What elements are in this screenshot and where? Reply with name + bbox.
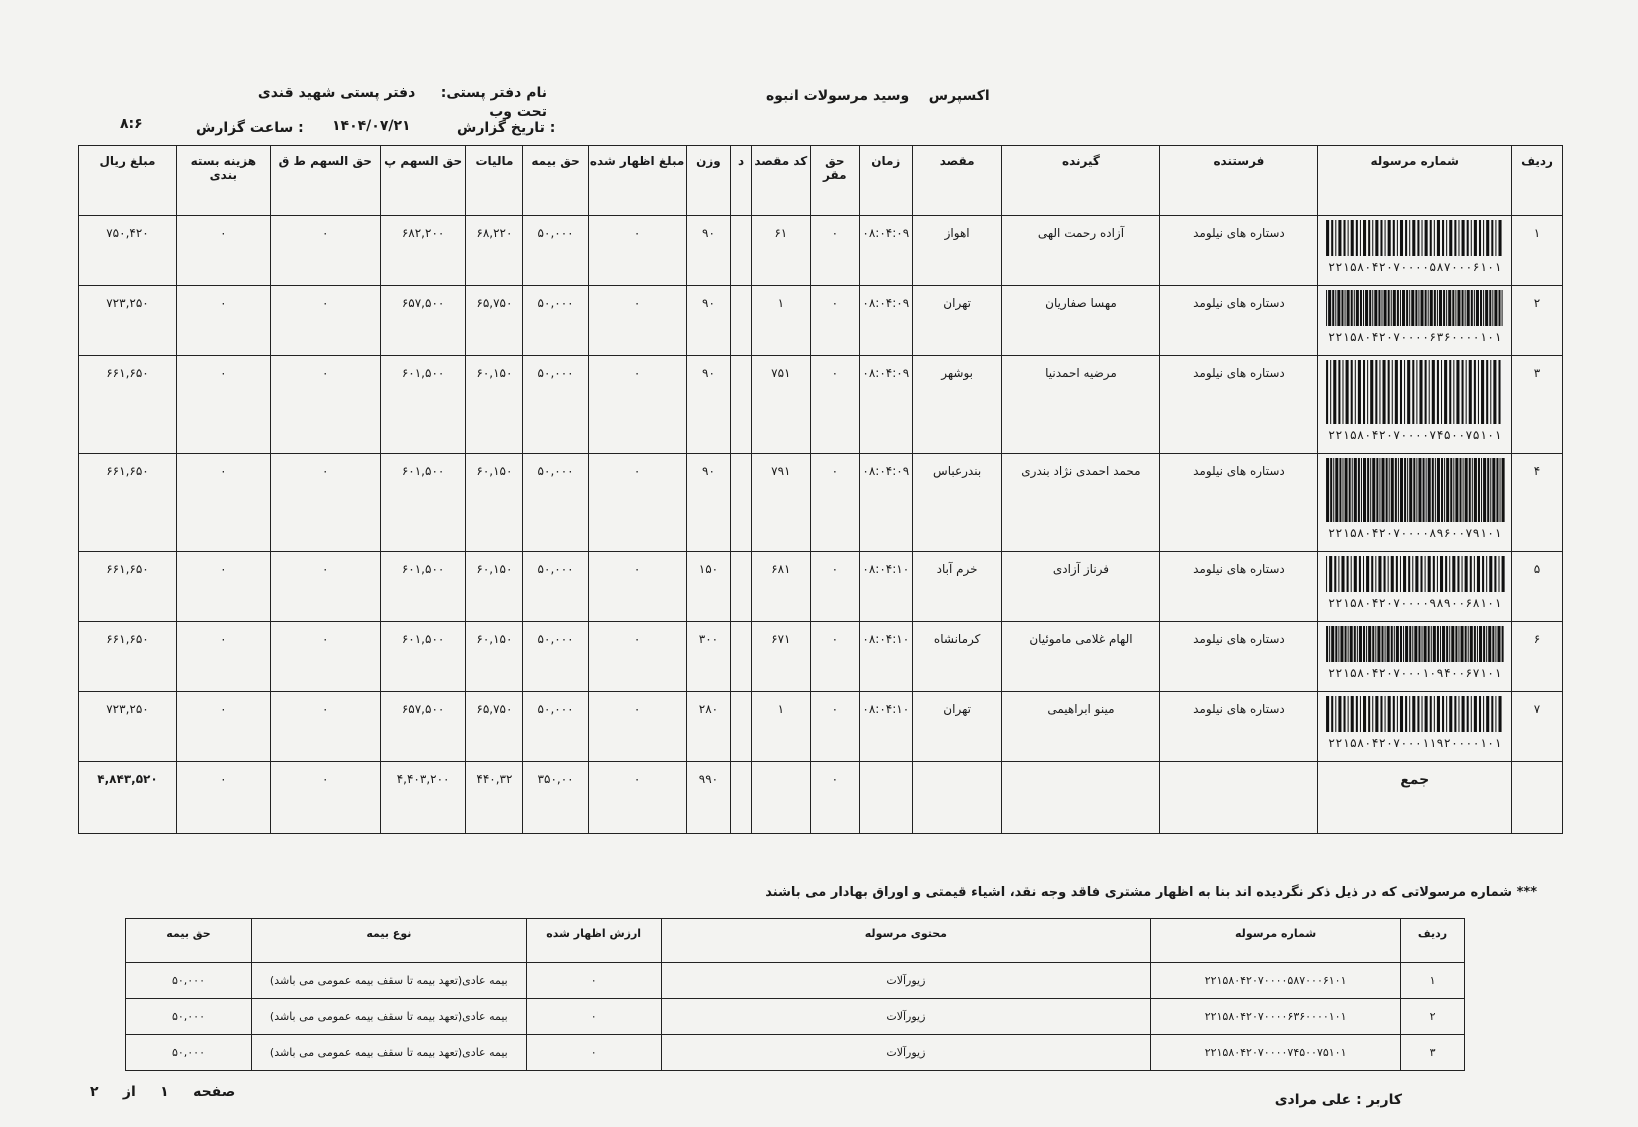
items-tracking: ۲۲۱۵۸۰۴۲۰۷۰۰۰۰۵۸۷۰۰۰۶۱۰۱ xyxy=(1151,963,1401,999)
d-cell xyxy=(731,286,751,356)
report-date: ۱۴۰۴/۰۷/۲۱ xyxy=(332,118,411,134)
receiver-cell: الهام غلامی ماموئیان xyxy=(1002,622,1160,692)
row-number: ۱ xyxy=(1512,216,1563,286)
shipments-table xyxy=(78,145,1563,834)
page-total: ۲ xyxy=(90,1084,99,1100)
barcode-image xyxy=(1324,360,1505,424)
destination-cell: تهران xyxy=(912,692,1002,762)
sum-insurance-fee: ۳۵۰,۰۰ xyxy=(523,762,588,834)
table-row xyxy=(79,216,1563,286)
share-p-cell: ۶۵۷,۵۰۰ xyxy=(380,692,466,762)
tracking-number: ۲۲۱۵۸۰۴۲۰۷۰۰۰۰۶۳۶۰۰۰۰۱۰۱ xyxy=(1328,330,1502,344)
amount-rial-cell: ۷۲۳,۲۵۰ xyxy=(79,286,177,356)
barcode-image xyxy=(1324,626,1505,662)
share-p-cell: ۶۰۱,۵۰۰ xyxy=(380,356,466,454)
items-row xyxy=(126,1035,1465,1071)
items-col-tracking: شماره مرسوله xyxy=(1151,919,1401,963)
sum-share-tq: ۰ xyxy=(270,762,380,834)
items-tracking: ۲۲۱۵۸۰۴۲۰۷۰۰۰۰۷۴۵۰۰۷۵۱۰۱ xyxy=(1151,1035,1401,1071)
sum-declared-amount: ۰ xyxy=(588,762,686,834)
amount-rial-cell: ۷۵۰,۴۲۰ xyxy=(79,216,177,286)
col-insurance-fee: حق بیمه xyxy=(523,146,588,216)
sum-dest-code xyxy=(751,762,810,834)
tracking-cell xyxy=(1318,216,1512,286)
col-d: د xyxy=(731,146,751,216)
table-row xyxy=(79,692,1563,762)
packaging-cell: ۰ xyxy=(176,622,270,692)
packaging-cell: ۰ xyxy=(176,454,270,552)
barcode-image xyxy=(1324,290,1505,326)
time-cell: ۰۸:۰۴:۰۹ xyxy=(859,356,912,454)
sum-row xyxy=(79,762,1563,834)
d-cell xyxy=(731,552,751,622)
dest-code-cell: ۱ xyxy=(751,692,810,762)
haq-magar-cell: ۰ xyxy=(810,286,859,356)
sender-cell: دستاره های نیلومد xyxy=(1160,552,1318,622)
tracking-number: ۲۲۱۵۸۰۴۲۰۷۰۰۰۱۱۹۲۰۰۰۰۱۰۱ xyxy=(1328,736,1502,750)
of-label: از xyxy=(122,1084,136,1100)
items-insurance-fee: ۵۰,۰۰۰ xyxy=(126,1035,252,1071)
haq-magar-cell: ۰ xyxy=(810,622,859,692)
tracking-cell xyxy=(1318,286,1512,356)
share-p-cell: ۶۸۲,۲۰۰ xyxy=(380,216,466,286)
row-number: ۲ xyxy=(1512,286,1563,356)
declared-amount-cell: ۰ xyxy=(588,622,686,692)
header-row xyxy=(79,146,1563,216)
time-cell: ۰۸:۰۴:۰۹ xyxy=(859,454,912,552)
sum-receiver xyxy=(1002,762,1160,834)
valuables-note: *** شماره مرسولاتی که در ذیل ذکر نگردیده اند بنا به اظهار مشتری فاقد وجه نقد، اشیاء قیمتی و اوراق بهادار می باشند xyxy=(765,885,1537,900)
haq-magar-cell: ۰ xyxy=(810,216,859,286)
weight-cell: ۱۵۰ xyxy=(686,552,731,622)
items-content: زیورآلات xyxy=(661,999,1151,1035)
tracking-cell xyxy=(1318,622,1512,692)
col-receiver: گیرنده xyxy=(1002,146,1160,216)
time-cell: ۰۸:۰۴:۱۰ xyxy=(859,622,912,692)
declared-amount-cell: ۰ xyxy=(588,356,686,454)
sum-packaging: ۰ xyxy=(176,762,270,834)
row-number: ۵ xyxy=(1512,552,1563,622)
amount-rial-cell: ۶۶۱,۶۵۰ xyxy=(79,622,177,692)
col-weight: وزن xyxy=(686,146,731,216)
destination-cell: خرم آباد xyxy=(912,552,1002,622)
share-p-cell: ۶۰۱,۵۰۰ xyxy=(380,622,466,692)
items-content: زیورآلات xyxy=(661,963,1151,999)
dest-code-cell: ۱ xyxy=(751,286,810,356)
row-number: ۳ xyxy=(1512,356,1563,454)
sender-cell: دستاره های نیلومد xyxy=(1160,692,1318,762)
sum-tax: ۴۴۰,۳۲ xyxy=(466,762,523,834)
sum-d xyxy=(731,762,751,834)
destination-cell: کرمانشاه xyxy=(912,622,1002,692)
insurance-fee-cell: ۵۰,۰۰۰ xyxy=(523,692,588,762)
receiver-cell: مهسا صفاریان xyxy=(1002,286,1160,356)
office-line xyxy=(252,82,547,120)
barcode-image xyxy=(1324,458,1505,522)
tracking-cell xyxy=(1318,692,1512,762)
table-row xyxy=(79,454,1563,552)
tax-cell: ۶۵,۷۵۰ xyxy=(466,692,523,762)
user-name: علی مرادی xyxy=(1274,1092,1352,1108)
share-tq-cell: ۰ xyxy=(270,216,380,286)
items-declared-value: ۰ xyxy=(526,1035,661,1071)
declared-amount-cell: ۰ xyxy=(588,286,686,356)
tracking-number: ۲۲۱۵۸۰۴۲۰۷۰۰۰۱۰۹۴۰۰۶۷۱۰۱ xyxy=(1328,666,1502,680)
share-tq-cell: ۰ xyxy=(270,692,380,762)
receiver-cell: محمد احمدی نژاد بندری xyxy=(1002,454,1160,552)
amount-rial-cell: ۷۲۳,۲۵۰ xyxy=(79,692,177,762)
user-label: کاربر : xyxy=(1356,1092,1402,1108)
packaging-cell: ۰ xyxy=(176,216,270,286)
weight-cell: ۹۰ xyxy=(686,216,731,286)
declared-items-table xyxy=(125,918,1465,1071)
report-title xyxy=(766,88,990,104)
receiver-cell: آزاده رحمت الهی xyxy=(1002,216,1160,286)
row-number: ۴ xyxy=(1512,454,1563,552)
report-time: ۸:۶ xyxy=(120,116,143,132)
share-tq-cell: ۰ xyxy=(270,622,380,692)
sum-time xyxy=(859,762,912,834)
destination-cell: بندرعباس xyxy=(912,454,1002,552)
tracking-cell xyxy=(1318,454,1512,552)
packaging-cell: ۰ xyxy=(176,286,270,356)
user-line xyxy=(1275,1092,1402,1108)
insurance-fee-cell: ۵۰,۰۰۰ xyxy=(523,286,588,356)
share-tq-cell: ۰ xyxy=(270,552,380,622)
items-row xyxy=(126,999,1465,1035)
haq-magar-cell: ۰ xyxy=(810,454,859,552)
items-row-number: ۳ xyxy=(1401,1035,1465,1071)
report-date-label: تاریخ گزارش : xyxy=(457,120,556,136)
insurance-fee-cell: ۵۰,۰۰۰ xyxy=(523,356,588,454)
weight-cell: ۲۸۰ xyxy=(686,692,731,762)
col-share-p: حق السهم پ xyxy=(380,146,466,216)
share-p-cell: ۶۵۷,۵۰۰ xyxy=(380,286,466,356)
barcode-image xyxy=(1324,696,1505,732)
d-cell xyxy=(731,622,751,692)
dest-code-cell: ۶۷۱ xyxy=(751,622,810,692)
share-p-cell: ۶۰۱,۵۰۰ xyxy=(380,454,466,552)
destination-cell: بوشهر xyxy=(912,356,1002,454)
col-declared-amount: مبلغ اظهار شده xyxy=(588,146,686,216)
sum-label: جمع xyxy=(1318,762,1512,834)
tracking-number: ۲۲۱۵۸۰۴۲۰۷۰۰۰۰۸۹۶۰۰۷۹۱۰۱ xyxy=(1328,526,1502,540)
tax-cell: ۶۰,۱۵۰ xyxy=(466,454,523,552)
packaging-cell: ۰ xyxy=(176,552,270,622)
items-col-row: ردیف xyxy=(1401,919,1465,963)
row-number: ۶ xyxy=(1512,622,1563,692)
items-row-number: ۱ xyxy=(1401,963,1465,999)
title-text: وسید مرسولات انبوه xyxy=(766,88,910,104)
barcode-image xyxy=(1324,220,1505,256)
col-tax: مالیات xyxy=(466,146,523,216)
d-cell xyxy=(731,356,751,454)
office-label: نام دفتر پستی: xyxy=(440,85,547,101)
receiver-cell: فرناز آزادی xyxy=(1002,552,1160,622)
dest-code-cell: ۷۵۱ xyxy=(751,356,810,454)
sum-haq-magar: ۰ xyxy=(810,762,859,834)
items-insurance-fee: ۵۰,۰۰۰ xyxy=(126,999,252,1035)
packaging-cell: ۰ xyxy=(176,356,270,454)
tracking-cell xyxy=(1318,356,1512,454)
amount-rial-cell: ۶۶۱,۶۵۰ xyxy=(79,454,177,552)
d-cell xyxy=(731,454,751,552)
page-label: صفحه xyxy=(193,1084,236,1100)
tracking-number: ۲۲۱۵۸۰۴۲۰۷۰۰۰۰۵۸۷۰۰۰۶۱۰۱ xyxy=(1328,260,1502,274)
receiver-cell: مرضیه احمدنیا xyxy=(1002,356,1160,454)
share-tq-cell: ۰ xyxy=(270,286,380,356)
page-indicator xyxy=(90,1084,235,1100)
sender-cell: دستاره های نیلومد xyxy=(1160,356,1318,454)
items-insurance-type: بیمه عادی(تعهد بیمه تا سقف بیمه عمومی می باشد) xyxy=(251,999,526,1035)
col-tracking: شماره مرسوله xyxy=(1318,146,1512,216)
weight-cell: ۹۰ xyxy=(686,286,731,356)
items-col-content: محتوی مرسوله xyxy=(661,919,1151,963)
items-col-insurance-type: نوع بیمه xyxy=(251,919,526,963)
insurance-fee-cell: ۵۰,۰۰۰ xyxy=(523,454,588,552)
items-insurance-fee: ۵۰,۰۰۰ xyxy=(126,963,252,999)
items-col-declared-value: ارزش اظهار شده xyxy=(526,919,661,963)
col-dest-code: کد مقصد xyxy=(751,146,810,216)
weight-cell: ۹۰ xyxy=(686,454,731,552)
table-row xyxy=(79,286,1563,356)
declared-amount-cell: ۰ xyxy=(588,552,686,622)
sum-weight: ۹۹۰ xyxy=(686,762,731,834)
tax-cell: ۶۰,۱۵۰ xyxy=(466,356,523,454)
d-cell xyxy=(731,692,751,762)
items-declared-value: ۰ xyxy=(526,963,661,999)
items-tracking: ۲۲۱۵۸۰۴۲۰۷۰۰۰۰۶۳۶۰۰۰۰۱۰۱ xyxy=(1151,999,1401,1035)
col-haq-magar: حق مقر xyxy=(810,146,859,216)
tracking-cell xyxy=(1318,552,1512,622)
sender-cell: دستاره های نیلومد xyxy=(1160,454,1318,552)
col-destination: مقصد xyxy=(912,146,1002,216)
tracking-number: ۲۲۱۵۸۰۴۲۰۷۰۰۰۰۷۴۵۰۰۷۵۱۰۱ xyxy=(1328,428,1502,442)
sender-cell: دستاره های نیلومد xyxy=(1160,286,1318,356)
time-cell: ۰۸:۰۴:۱۰ xyxy=(859,692,912,762)
col-amount-rial: مبلغ ریال xyxy=(79,146,177,216)
insurance-fee-cell: ۵۰,۰۰۰ xyxy=(523,216,588,286)
time-cell: ۰۸:۰۴:۰۹ xyxy=(859,286,912,356)
office-name: دفتر پستی شهید قندی تحت وب xyxy=(257,85,547,120)
tax-cell: ۶۰,۱۵۰ xyxy=(466,622,523,692)
sender-cell: دستاره های نیلومد xyxy=(1160,216,1318,286)
sum-amount-rial: ۴,۸۴۳,۵۲۰ xyxy=(79,762,177,834)
weight-cell: ۹۰ xyxy=(686,356,731,454)
haq-magar-cell: ۰ xyxy=(810,692,859,762)
page-number: ۱ xyxy=(160,1084,169,1100)
destination-cell: اهواز xyxy=(912,216,1002,286)
report-time-label: ساعت گزارش : xyxy=(196,120,304,136)
items-header-row xyxy=(126,919,1465,963)
col-time: زمان xyxy=(859,146,912,216)
amount-rial-cell: ۶۶۱,۶۵۰ xyxy=(79,356,177,454)
col-share-tq: حق السهم ط ق xyxy=(270,146,380,216)
tax-cell: ۶۵,۷۵۰ xyxy=(466,286,523,356)
haq-magar-cell: ۰ xyxy=(810,356,859,454)
table-row xyxy=(79,356,1563,454)
declared-amount-cell: ۰ xyxy=(588,692,686,762)
weight-cell: ۳۰۰ xyxy=(686,622,731,692)
tax-cell: ۶۰,۱۵۰ xyxy=(466,552,523,622)
haq-magar-cell: ۰ xyxy=(810,552,859,622)
d-cell xyxy=(731,216,751,286)
items-row-number: ۲ xyxy=(1401,999,1465,1035)
table-row xyxy=(79,552,1563,622)
sum-row-number xyxy=(1512,762,1563,834)
share-p-cell: ۶۰۱,۵۰۰ xyxy=(380,552,466,622)
items-row xyxy=(126,963,1465,999)
declared-amount-cell: ۰ xyxy=(588,216,686,286)
row-number: ۷ xyxy=(1512,692,1563,762)
time-cell: ۰۸:۰۴:۰۹ xyxy=(859,216,912,286)
insurance-fee-cell: ۵۰,۰۰۰ xyxy=(523,622,588,692)
dest-code-cell: ۶۸۱ xyxy=(751,552,810,622)
items-insurance-type: بیمه عادی(تعهد بیمه تا سقف بیمه عمومی می باشد) xyxy=(251,963,526,999)
sum-sender xyxy=(1160,762,1318,834)
receiver-cell: مینو ابراهیمی xyxy=(1002,692,1160,762)
destination-cell: تهران xyxy=(912,286,1002,356)
sum-share-p: ۴,۴۰۳,۲۰۰ xyxy=(380,762,466,834)
dest-code-cell: ۶۱ xyxy=(751,216,810,286)
items-content: زیورآلات xyxy=(661,1035,1151,1071)
items-col-insurance-fee: حق بیمه xyxy=(126,919,252,963)
insurance-fee-cell: ۵۰,۰۰۰ xyxy=(523,552,588,622)
declared-amount-cell: ۰ xyxy=(588,454,686,552)
amount-rial-cell: ۶۶۱,۶۵۰ xyxy=(79,552,177,622)
tax-cell: ۶۸,۲۲۰ xyxy=(466,216,523,286)
col-row: ردیف xyxy=(1512,146,1563,216)
col-packaging: هزینه بسته بندی xyxy=(176,146,270,216)
share-tq-cell: ۰ xyxy=(270,356,380,454)
items-insurance-type: بیمه عادی(تعهد بیمه تا سقف بیمه عمومی می باشد) xyxy=(251,1035,526,1071)
barcode-image xyxy=(1324,556,1505,592)
service-name: اکسپرس xyxy=(928,88,990,104)
items-declared-value: ۰ xyxy=(526,999,661,1035)
tracking-number: ۲۲۱۵۸۰۴۲۰۷۰۰۰۰۹۸۹۰۰۶۸۱۰۱ xyxy=(1328,596,1502,610)
share-tq-cell: ۰ xyxy=(270,454,380,552)
sum-destination xyxy=(912,762,1002,834)
sender-cell: دستاره های نیلومد xyxy=(1160,622,1318,692)
time-cell: ۰۸:۰۴:۱۰ xyxy=(859,552,912,622)
packaging-cell: ۰ xyxy=(176,692,270,762)
col-sender: فرستنده xyxy=(1160,146,1318,216)
table-row xyxy=(79,622,1563,692)
dest-code-cell: ۷۹۱ xyxy=(751,454,810,552)
